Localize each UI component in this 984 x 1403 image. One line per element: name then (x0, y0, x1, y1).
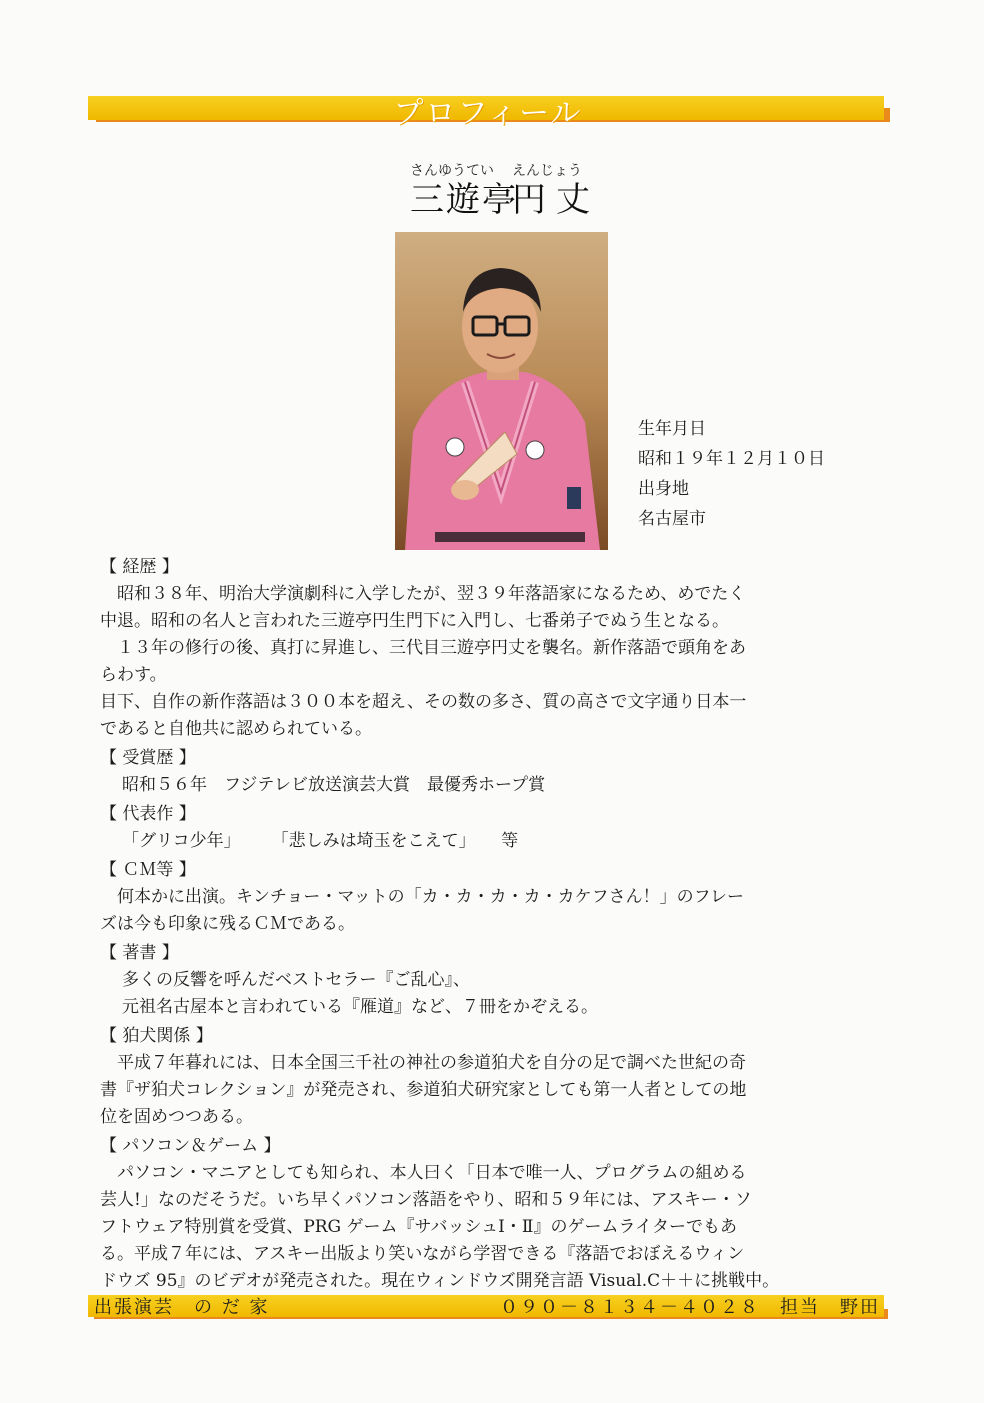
career-line: 昭和３８年、明治大学演劇科に入学したが、翌３９年落語家になるため、めでたく (100, 584, 746, 604)
pc-line: ドウズ 95』のビデオが発売された。現在ウィンドウズ開発言語 Visual.C＋＋に挑戦中。 (100, 1271, 780, 1291)
section-heading: 【 著書 】 (100, 943, 179, 963)
section-heading: 【 ＣＭ等 】 (100, 860, 196, 880)
books-line: 多くの反響を呼んだベストセラー『ご乱心』、 (122, 970, 470, 990)
section-heading: 【 受賞歴 】 (100, 748, 196, 768)
footer-company: 出張演芸 の だ 家 (94, 1297, 270, 1318)
career-line: １３年の修行の後、真打に昇進し、三代目三遊亭円丈を襲名。新作落語で頭角をあ (100, 638, 746, 658)
name-family: 三遊亭 (410, 180, 518, 220)
section-works (100, 801, 890, 855)
pc-line: パソコン・マニアとしても知られ、本人曰く「日本で唯一人、プログラムの組める (100, 1163, 747, 1183)
pc-line: る。平成７年には、アスキー出版より笑いながら学習できる『落語でおぼえるウィン (100, 1244, 745, 1264)
career-line: 目下、自作の新作落語は３００本を超え、その数の多さ、質の高さで文字通り日本一 (100, 692, 747, 712)
books-line: 元祖名古屋本と言われている『雁道』など、７冊をかぞえる。 (122, 997, 598, 1017)
komainu-line: 書『ザ狛犬コレクション』が発売され、参道狛犬研究家としても第一人者としての地 (100, 1080, 747, 1100)
section-cm (100, 857, 890, 938)
birth-label: 生年月日 (638, 419, 706, 439)
pc-line: 芸人!」なのだそうだ。いち早くパソコン落語をやり、昭和５９年には、アスキー・ソ (100, 1190, 752, 1210)
footer-banner (88, 1293, 888, 1323)
section-awards (100, 745, 890, 799)
page-title: プロフィール (393, 96, 583, 131)
cm-line: 何本かに出演。キンチョー・マットの「カ・カ・カ・カ・カケフさん！」のフレー (100, 887, 744, 907)
komainu-line: 平成７年暮れには、日本全国三千社の神社の参道狛犬を自分の足で調べた世紀の奇 (100, 1053, 746, 1073)
ruby-family: さんゆうてい (410, 163, 494, 179)
section-heading: 【 パソコン＆ゲーム 】 (100, 1136, 281, 1156)
awards-line: 昭和５６年 フジテレビ放送演芸大賞 最優秀ホープ賞 (122, 775, 546, 795)
komainu-line: 位を固めつつある。 (100, 1107, 253, 1127)
cm-line: ズは今も印象に残るＣＭである。 (100, 914, 355, 934)
portrait-illustration (395, 232, 608, 550)
origin-value: 名古屋市 (638, 509, 706, 529)
profile-body (100, 552, 890, 1295)
name-given: 円丈 (512, 180, 600, 220)
section-komainu (100, 1023, 890, 1131)
career-line: 中退。昭和の名人と言われた三遊亭円生門下に入門し、七番弟子でぬう生となる。 (100, 611, 729, 631)
ruby-given: えんじょう (512, 163, 582, 179)
origin-label: 出身地 (638, 479, 689, 499)
section-books (100, 940, 890, 1021)
works-line: 「グリコ少年」 「悲しみは埼玉をこえて」 等 (122, 831, 519, 851)
portrait-photo (395, 232, 608, 550)
section-heading: 【 代表作 】 (100, 804, 196, 824)
birth-value: 昭和１９年１２月１０日 (638, 449, 825, 469)
section-heading: 【 狛犬関係 】 (100, 1026, 213, 1046)
career-line: であると自他共に認められている。 (100, 719, 372, 739)
profile-info (638, 414, 825, 534)
section-career (100, 554, 890, 743)
pc-line: フトウェア特別賞を受賞、PRG ゲーム『サバッシュⅠ・Ⅱ』のゲームライターでもあ (100, 1217, 737, 1237)
career-line: らわす。 (100, 665, 167, 685)
header-banner (88, 92, 888, 131)
section-pc (100, 1133, 890, 1295)
footer-contact: ０９０－８１３４－４０２８ 担当 野田 (500, 1297, 880, 1318)
section-heading: 【 経歴 】 (100, 557, 179, 577)
